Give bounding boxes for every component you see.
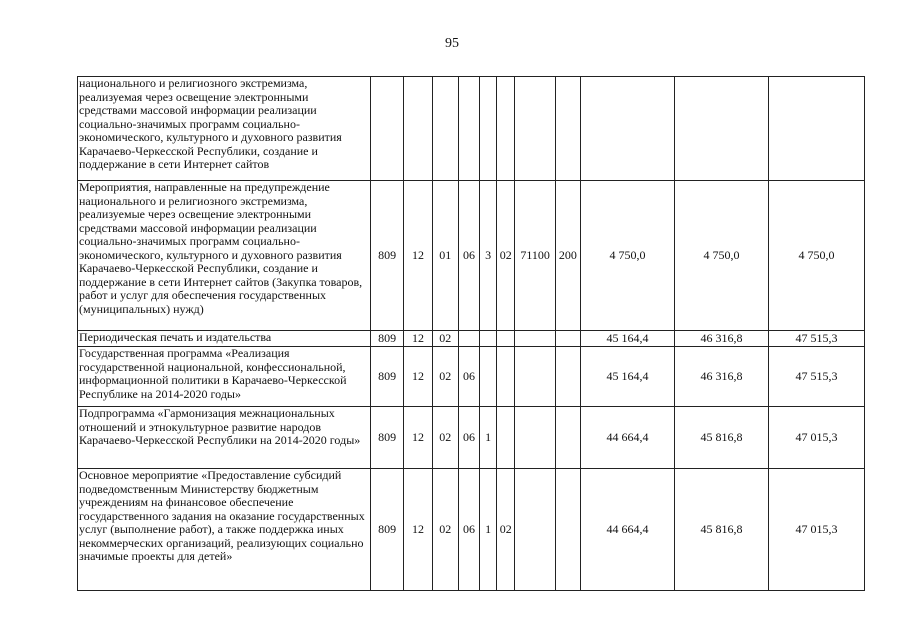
row-name: Подпрограмма «Гармонизация межнациональных отношений и этнокультурное развитие народов Карачаево-Черкесской Республики на 2014-2020 годы»	[78, 407, 371, 469]
cell-amount-2: 45 816,8	[675, 469, 769, 591]
cell-csr-1	[458, 77, 479, 181]
cell-csr-2	[480, 347, 497, 407]
row-name: Государственная программа «Реализация государственной национальной, конфессиональной, информационной политики в Карачаево-Черкесской Республике на 2014-2020 годы»	[78, 347, 371, 407]
cell-csr-3	[497, 77, 515, 181]
cell-ved: 809	[370, 407, 403, 469]
cell-amount-1: 4 750,0	[581, 181, 675, 331]
cell-pr: 02	[432, 331, 458, 347]
cell-vr	[555, 77, 580, 181]
budget-table	[77, 76, 865, 591]
cell-csr-4	[515, 469, 555, 591]
table-row	[78, 331, 865, 347]
cell-csr-3	[497, 407, 515, 469]
cell-amount-1: 45 164,4	[581, 331, 675, 347]
cell-pr: 01	[432, 181, 458, 331]
cell-csr-3: 02	[497, 469, 515, 591]
cell-csr-2: 3	[480, 181, 497, 331]
cell-csr-3	[497, 331, 515, 347]
cell-rz: 12	[404, 469, 432, 591]
cell-vr	[555, 331, 580, 347]
cell-pr: 02	[432, 407, 458, 469]
cell-csr-4	[515, 407, 555, 469]
cell-rz: 12	[404, 181, 432, 331]
cell-amount-1: 45 164,4	[581, 347, 675, 407]
cell-vr	[555, 407, 580, 469]
page-number: 95	[445, 36, 459, 51]
cell-amount-2	[675, 77, 769, 181]
cell-rz	[404, 77, 432, 181]
cell-amount-3	[768, 77, 864, 181]
cell-csr-2: 1	[480, 469, 497, 591]
cell-csr-4	[515, 77, 555, 181]
cell-amount-2: 46 316,8	[675, 331, 769, 347]
cell-amount-3: 47 015,3	[768, 469, 864, 591]
cell-csr-1: 06	[458, 469, 479, 591]
cell-csr-2	[480, 331, 497, 347]
table-row	[78, 407, 865, 469]
cell-csr-2	[480, 77, 497, 181]
cell-rz: 12	[404, 407, 432, 469]
cell-pr	[432, 77, 458, 181]
cell-amount-3: 47 515,3	[768, 347, 864, 407]
cell-csr-1: 06	[458, 181, 479, 331]
row-name: национального и религиозного экстремизма, реализуемая через освещение электронными средствами массовой информации реализации социально-значимых программ социально-экономического, культурного и духовного развития Карачаево-Черкесской Республики, создание и поддержание в сети Интернет сайтов	[78, 77, 371, 181]
table-row	[78, 347, 865, 407]
row-name: Периодическая печать и издательства	[78, 331, 371, 347]
cell-ved	[370, 77, 403, 181]
cell-csr-4	[515, 331, 555, 347]
cell-ved: 809	[370, 347, 403, 407]
cell-amount-1: 44 664,4	[581, 469, 675, 591]
cell-amount-3: 4 750,0	[768, 181, 864, 331]
cell-ved: 809	[370, 331, 403, 347]
cell-pr: 02	[432, 469, 458, 591]
cell-csr-1: 06	[458, 407, 479, 469]
cell-rz: 12	[404, 331, 432, 347]
table-row	[78, 77, 865, 181]
cell-csr-4	[515, 347, 555, 407]
cell-pr: 02	[432, 347, 458, 407]
cell-amount-3: 47 015,3	[768, 407, 864, 469]
cell-amount-1: 44 664,4	[581, 407, 675, 469]
cell-amount-2: 45 816,8	[675, 407, 769, 469]
cell-vr	[555, 469, 580, 591]
cell-ved: 809	[370, 181, 403, 331]
cell-amount-2: 46 316,8	[675, 347, 769, 407]
cell-csr-3	[497, 347, 515, 407]
table-row	[78, 469, 865, 591]
cell-amount-1	[581, 77, 675, 181]
cell-amount-3: 47 515,3	[768, 331, 864, 347]
cell-csr-4: 71100	[515, 181, 555, 331]
cell-vr	[555, 347, 580, 407]
cell-amount-2: 4 750,0	[675, 181, 769, 331]
cell-ved: 809	[370, 469, 403, 591]
row-name: Основное мероприятие «Предоставление субсидий подведомственным Министерству бюджетным учреждениям на финансовое обеспечение государственного задания на оказание государственных услуг (выполнение работ), а также поддержка иных некоммерческих организаций, реализующих социально значимые проекты для детей»	[78, 469, 371, 591]
table-row	[78, 181, 865, 331]
cell-rz: 12	[404, 347, 432, 407]
cell-csr-1	[458, 331, 479, 347]
cell-vr: 200	[555, 181, 580, 331]
cell-csr-2: 1	[480, 407, 497, 469]
cell-csr-1: 06	[458, 347, 479, 407]
cell-csr-3: 02	[497, 181, 515, 331]
row-name: Мероприятия, направленные на предупреждение национального и религиозного экстремизма, реализуемые через освещение электронными средствами массовой информации реализации социально-значимых программ социально-экономического, культурного и духовного развития Карачаево-Черкесской Республики, создание и поддержание в сети Интернет сайтов (Закупка товаров, работ и услуг для обеспечения государственных (муниципальных) нужд)	[78, 181, 371, 331]
